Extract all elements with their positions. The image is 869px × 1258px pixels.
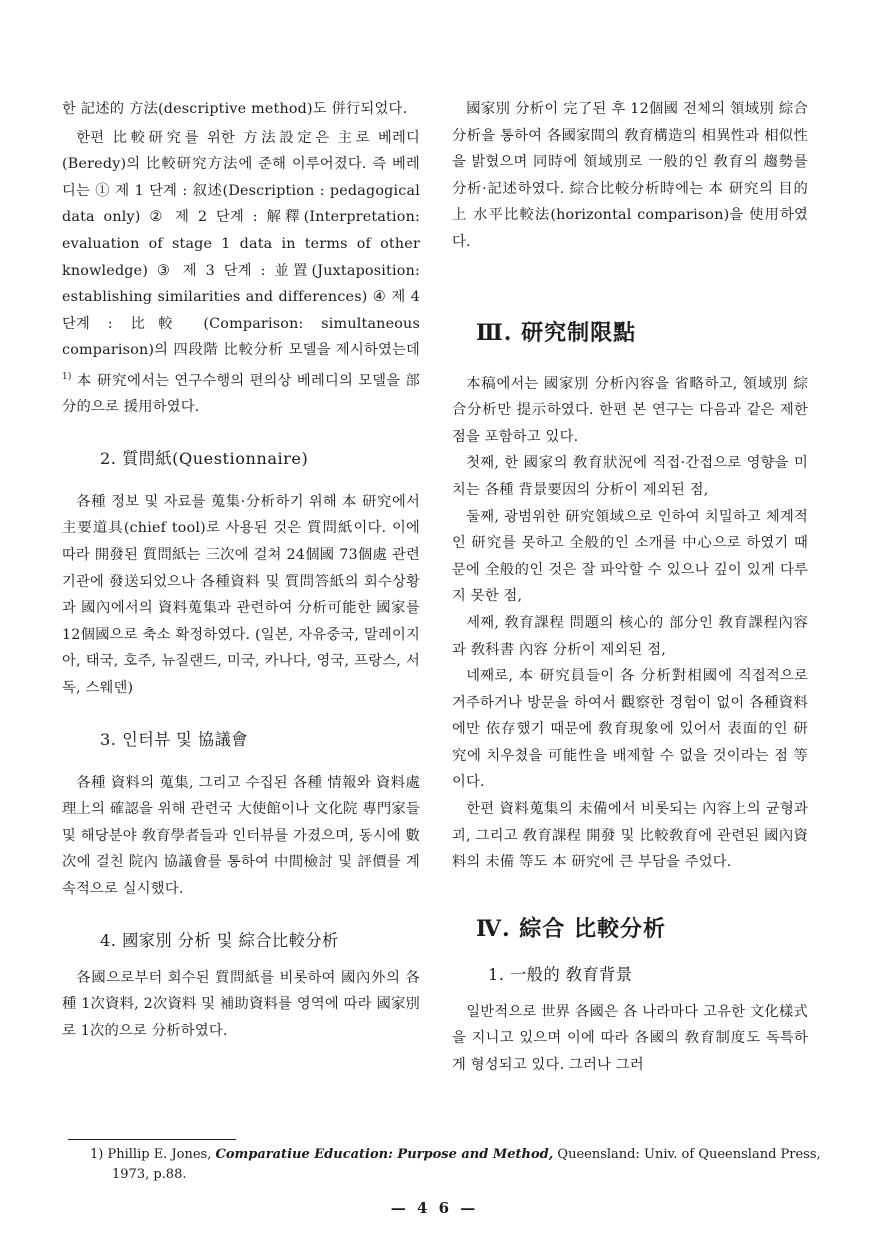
- paragraph-limitation-4: 네째로, 本 研究員들이 各 分析對相國에 직접적으로 거주하거나 방문을 하여서 觀察한 경험이 없이 各種資料에만 依存했기 때문에 敎育現象에 있어서 表面的인 研究에 치우쳤을 可能性을 배제할 수 없을 것이라는 점 等이다.: [452, 668, 808, 791]
- paragraph-interview: 各種 資料의 蒐集, 그리고 수집된 各種 情報와 資料處理上의 確認을 위해 관련국 大使館이나 文化院 專門家들 및 해당분야 敎育學者들과 인터뷰를 가졌으며, 동시에 數次에 걸친 院內 協議會를 통하여 中間檢討 및 評價를 계속적으로 실시했다.: [62, 774, 420, 898]
- footnote-divider: [68, 1139, 236, 1140]
- section-heading-limitations: Ⅲ. 研究制限點: [476, 319, 637, 346]
- paragraph-limitations-intro: 本稿에서는 國家別 分析內容을 省略하고, 領域別 綜合分析만 提示하였다. 한편 본 연구는 다음과 같은 제한점을 포함하고 있다.: [452, 375, 808, 445]
- subsection-heading-analysis: 4. 國家別 分析 및 綜合比較分析: [100, 930, 339, 950]
- section-heading-comparative-analysis: Ⅳ. 綜合 比較分析: [476, 915, 666, 942]
- paragraph-analysis: 各國으로부터 회수된 質問紙를 비롯하여 國內外의 各種 1次資料, 2次資料 및 補助資料를 영역에 따라 國家別로 1次的으로 分析하였다.: [62, 969, 420, 1039]
- page-number: — 4 6 —: [390, 1199, 479, 1217]
- footnote-reference: 1): [62, 371, 72, 382]
- footnote-author: Phillip E. Jones,: [107, 1147, 212, 1162]
- paragraph-limitation-1: 첫째, 한 國家의 敎育狀況에 직접·간접으로 영향을 미치는 各種 背景要因의 分析이 제외된 점,: [452, 455, 808, 498]
- right-column: [452, 96, 808, 1079]
- paragraph-text: 本 研究에서는 연구수행의 편의상 베레디의 모델을 部分的으로 援用하였다.: [62, 372, 420, 416]
- subsection-heading-general-background: 1. 一般的 敎育背景: [488, 964, 633, 984]
- left-column: [62, 96, 420, 1044]
- paragraph-comparison: 國家別 分析이 完了된 후 12個國 전체의 領域別 綜合分析을 통하여 各國家間의 敎育構造의 相異性과 相似性을 밝혔으며 同時에 領域別로 一般的인 敎育의 趨勢를 分析·記述하였다. 綜合比較分析時에는 本 研究의 目的上 水平比較法(horizontal comparison)을 使用하였다.: [452, 101, 808, 250]
- paragraph: 한 記述的 方法(descriptive method)도 併行되었다.: [62, 101, 408, 117]
- footnote-publisher: Queensland: Univ. of Queensland Press, 1973, p.88.: [112, 1147, 821, 1182]
- paragraph-text: 한편 比較研究를 위한 方法設定은 主로 베레디(Beredy)의 比較研究方法에 준해 이루어졌다. 즉 베레디는 ① 제 1 단계 : 叙述(Description : pedagogical data only) ② 제 2 단계 : 解釋(Interpretation: evaluation of stage 1 data in terms of other knowledge) ③ 제 3 단계 : 並置(Juxtaposition: establishing similarities and differences) ④ 제 4 단계 : 比較 (Comparison: simultaneous comparison)의 四段階 比較分析 모델을 제시하였는데: [62, 129, 420, 359]
- footnote-title: Comparatiue Education: Purpose and Method,: [215, 1147, 554, 1162]
- paragraph-limitation-2: 둘째, 광범위한 研究領域으로 인하여 치밀하고 체계적인 研究를 못하고 全般的인 소개를 中心으로 하였기 때문에 全般的인 것은 잘 파악할 수 있으나 깊이 있게 다루지 못한 점,: [452, 508, 808, 605]
- footnote-number: 1): [90, 1147, 104, 1162]
- footnote: [90, 1145, 834, 1185]
- paragraph-limitation-3: 세째, 敎育課程 問題의 核心的 部分인 敎育課程內容과 敎科書 內容 分析이 제외된 점,: [452, 614, 808, 658]
- paragraph-general-background: 일반적으로 世界 各國은 各 나라마다 고유한 文化樣式을 지니고 있으며 이에 따라 各國의 敎育制度도 독특하게 형성되고 있다. 그러나 그러: [452, 1003, 808, 1074]
- paragraph-beredy-method: [62, 125, 420, 421]
- paragraph-limitation-5: 한편 資料蒐集의 未備에서 비롯되는 內容上의 균형과괴, 그리고 敎育課程 開發 및 比較敎育에 관련된 國內資料의 未備 等도 本 研究에 큰 부담을 주었다.: [452, 801, 808, 871]
- subsection-heading-questionnaire: 2. 質問紙(Questionnaire): [100, 448, 309, 468]
- subsection-heading-interview: 3. 인터뷰 및 協議會: [100, 729, 248, 749]
- paragraph-questionnaire: 各種 정보 및 자료를 蒐集·分析하기 위해 本 研究에서 主要道具(chief tool)로 사용된 것은 質問紙이다. 이에 따라 開發된 質問紙는 三次에 걸쳐 24個國 73個處 관련기관에 發送되었으나 各種資料 및 質問答紙의 회수상황과 國內에서의 資料蒐集과 관련하여 分析可能한 國家를 12個國으로 축소 확정하였다. (일본, 자유중국, 말레이지아, 태국, 호주, 뉴질랜드, 미국, 카나다, 영국, 프랑스, 서독, 스웨덴): [62, 493, 420, 697]
